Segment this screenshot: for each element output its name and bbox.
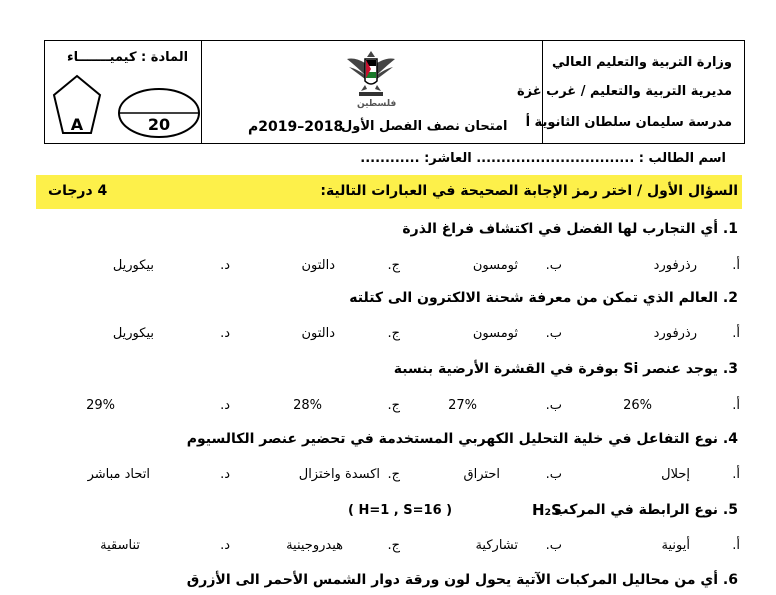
option-marker-d: د. [220, 538, 230, 553]
question-number: 6. [722, 572, 738, 588]
section-bar [36, 175, 742, 209]
option-marker-a: أ. [732, 326, 740, 341]
options-row-1 [40, 258, 740, 280]
section-title: السؤال الأول / اختر رمز الإجابة الصحيحة في العبارات التالية: [320, 183, 738, 199]
option-marker-b: ب. [545, 398, 562, 413]
question-number: 2. [722, 290, 738, 306]
header-divider-left [201, 41, 202, 143]
option-marker-b: ب. [545, 538, 562, 553]
option-a: أيونية [661, 538, 690, 553]
question-text: أي التجارب لها الفضل في اكتشاف فراغ الذرة [402, 221, 719, 237]
question-number: 4. [722, 431, 738, 447]
option-b: احتراق [463, 467, 500, 482]
option-marker-a: أ. [732, 538, 740, 553]
question-3 [394, 361, 738, 377]
option-c: اكسدة واختزال [298, 467, 380, 482]
student-info-line: اسم الطالب : ................................ العاشر: ............ [360, 151, 726, 166]
question-text: نوع الرابطة في المركب [554, 502, 719, 518]
subject-label: المادة : كيميـــــــاء [67, 50, 189, 65]
option-marker-d: د. [220, 467, 230, 482]
question-text: نوع التفاعل في خلية التحليل الكهربي المستخدمة في تحضير عنصر الكالسيوم [186, 431, 719, 447]
option-d: بيكوريل [112, 258, 154, 273]
option-marker-b: ب. [545, 326, 562, 341]
option-b: تشاركية [475, 538, 518, 553]
option-d: بيكوريل [112, 326, 154, 341]
option-marker-c: ج. [387, 467, 400, 482]
option-d: اتحاد مباشر [87, 467, 150, 482]
option-marker-c: ج. [387, 398, 400, 413]
exam-title: امتحان نصف الفصل الأول [341, 119, 508, 134]
option-marker-a: أ. [732, 467, 740, 482]
question-4 [187, 431, 738, 447]
question-number: 5. [722, 502, 738, 518]
option-marker-c: ج. [387, 538, 400, 553]
option-marker-d: د. [220, 258, 230, 273]
option-c: هيدروجينية [286, 538, 343, 553]
question-number: 1. [722, 221, 738, 237]
option-b: ثومسون [472, 258, 518, 273]
option-d: 29% [86, 398, 115, 413]
option-b: ثومسون [472, 326, 518, 341]
option-a: رذرفورد [653, 326, 697, 341]
option-marker-a: أ. [732, 258, 740, 273]
emblem-icon [343, 45, 399, 101]
option-marker-b: ب. [545, 258, 562, 273]
question-text: يوجد عنصر Si بوفرة في القشرة الأرضية بنسبة [393, 361, 719, 377]
option-c: دالتون [301, 258, 335, 273]
option-c: 28% [293, 398, 322, 413]
form-code: A [70, 115, 84, 134]
option-marker-c: ج. [387, 326, 400, 341]
option-c: دالتون [301, 326, 335, 341]
option-marker-d: د. [220, 326, 230, 341]
question-6 [187, 572, 738, 588]
option-b: 27% [448, 398, 477, 413]
score-value: 20 [147, 115, 171, 134]
option-marker-c: ج. [387, 258, 400, 273]
options-row-4 [40, 467, 740, 489]
question-text: أي من محاليل المركبات الآتية يحول لون ورقة دوار الشمس الأحمر الى الأزرق [186, 572, 719, 588]
option-a: رذرفورد [653, 258, 697, 273]
directorate-name: مديرية التربية والتعليم / غرب غزة [516, 84, 732, 99]
option-d: تناسقية [100, 538, 140, 553]
option-marker-b: ب. [545, 467, 562, 482]
options-row-2 [40, 326, 740, 348]
question-5-hint: ( H=1 , S=16 ) [348, 503, 453, 518]
emblem-caption: فلسطين [357, 99, 397, 109]
question-number: 3. [722, 361, 738, 377]
ministry-name: وزارة التربية والتعليم العالي [551, 55, 732, 70]
options-row-3 [40, 398, 740, 420]
question-5 [554, 502, 738, 518]
question-text: العالم الذي تمكن من معرفة شحنة الالكترون الى كتلته [349, 290, 719, 306]
question-1 [402, 221, 738, 237]
option-a: إحلال [661, 467, 690, 482]
option-a: 26% [623, 398, 652, 413]
option-marker-d: د. [220, 398, 230, 413]
question-2 [349, 290, 738, 306]
option-marker-a: أ. [732, 398, 740, 413]
exam-year: 2018–2019م [248, 119, 344, 135]
school-name: مدرسة سليمان سلطان الثانوية أ [525, 115, 732, 130]
options-row-5 [40, 538, 740, 560]
section-points: 4 درجات [48, 183, 108, 199]
question-5-formula: H₂S [532, 501, 562, 519]
exam-header [44, 40, 745, 144]
